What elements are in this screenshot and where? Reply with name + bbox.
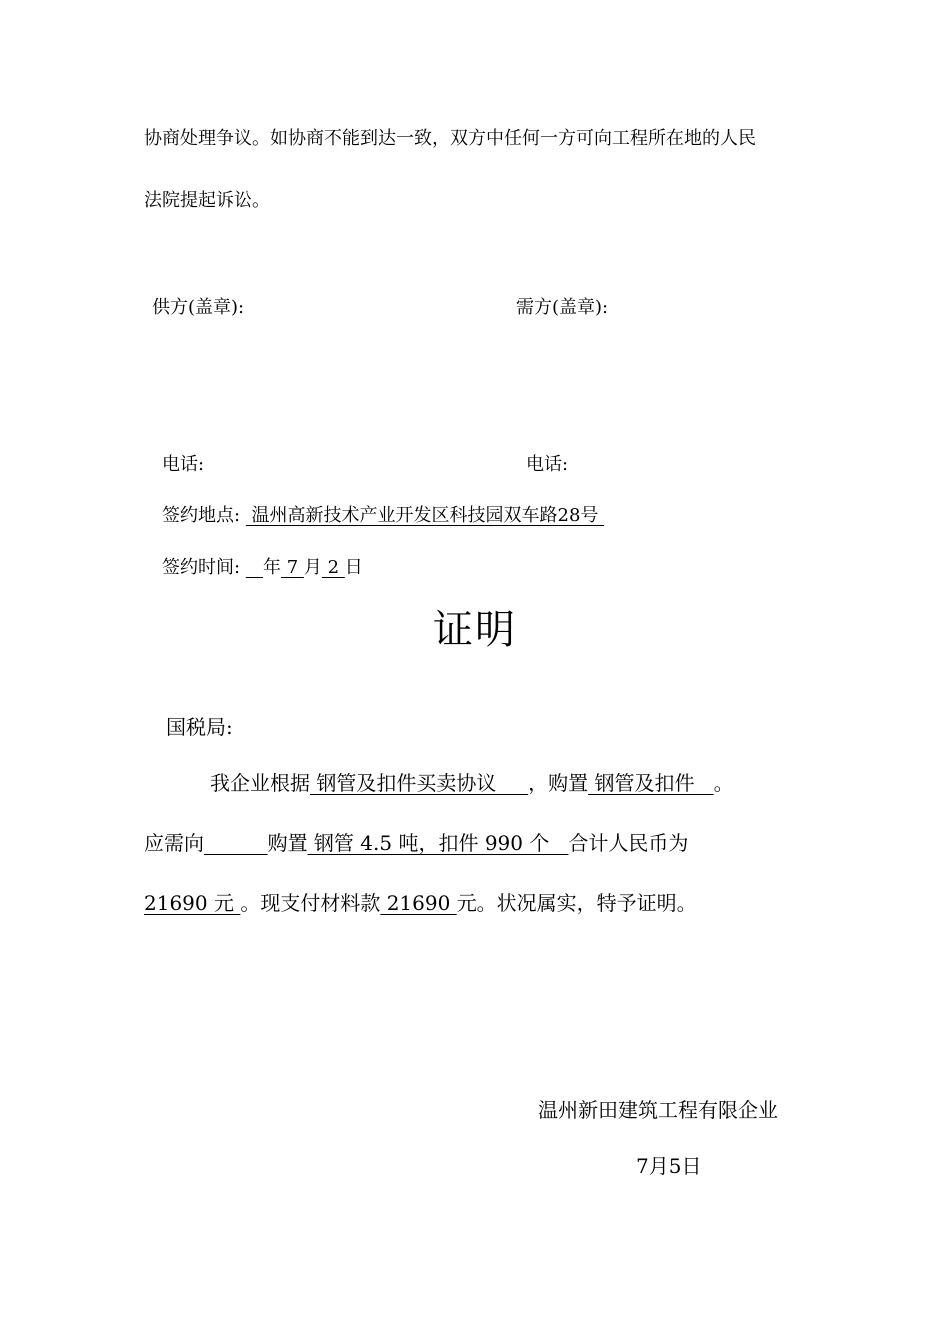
certificate-paragraph-line-3	[144, 887, 697, 916]
signing-year-blank	[246, 557, 263, 578]
p3-amount-1: 21690 元	[144, 891, 241, 915]
supplier-seal-label: 供方(盖章):	[152, 297, 245, 318]
certificate-paragraph-line-1	[210, 767, 734, 796]
signing-day-suffix: 日	[344, 557, 363, 578]
p1-end: 。	[713, 771, 734, 795]
p2-mid: 购置	[267, 831, 308, 855]
p3-end: 元。状况属实，特予证明。	[456, 891, 697, 915]
signing-day-value: 2	[321, 557, 345, 578]
p1-agreement: 钢管及扣件买卖协议	[310, 771, 529, 795]
signing-month-value: 7	[280, 557, 304, 578]
signing-place-line	[162, 501, 604, 527]
contract-tail-line-1: 协商处理争议。如协商不能到达一致，双方中任何一方可向工程所在地的人民	[144, 128, 756, 149]
p3-amount-2: 21690	[380, 891, 457, 915]
buyer-seal-label: 需方(盖章):	[516, 297, 609, 318]
p1-prefix: 我企业根据	[210, 771, 310, 795]
buyer-phone-label: 电话:	[526, 454, 569, 475]
contract-tail-line-2: 法院提起诉讼。	[144, 190, 270, 211]
certificate-paragraph-line-2	[144, 827, 688, 856]
p2-supplier-blank	[204, 831, 268, 855]
signing-time-label: 签约时间:	[162, 557, 246, 578]
certificate-company: 温州新田建筑工程有限企业	[538, 1098, 778, 1122]
p2-prefix: 应需向	[144, 831, 204, 855]
p1-mid: ，购置	[528, 771, 589, 795]
p2-items: 钢管 4.5 吨，扣件 990 个	[307, 831, 569, 855]
p2-end: 合计人民币为	[568, 831, 689, 855]
signing-time-line	[162, 553, 363, 579]
signing-place-value: 温州高新技术产业开发区科技园双车路28号	[245, 505, 605, 526]
certificate-title: 证明	[433, 607, 517, 653]
certificate-addressee: 国税局:	[166, 715, 233, 739]
signing-year-suffix: 年	[262, 557, 281, 578]
p3-mid: 。现支付材料款	[240, 891, 381, 915]
certificate-date: 7月5日	[636, 1154, 702, 1178]
supplier-phone-label: 电话:	[162, 454, 205, 475]
signing-month-suffix: 月	[303, 557, 322, 578]
p1-goods: 钢管及扣件	[588, 771, 714, 795]
signing-place-label: 签约地点:	[162, 505, 246, 526]
